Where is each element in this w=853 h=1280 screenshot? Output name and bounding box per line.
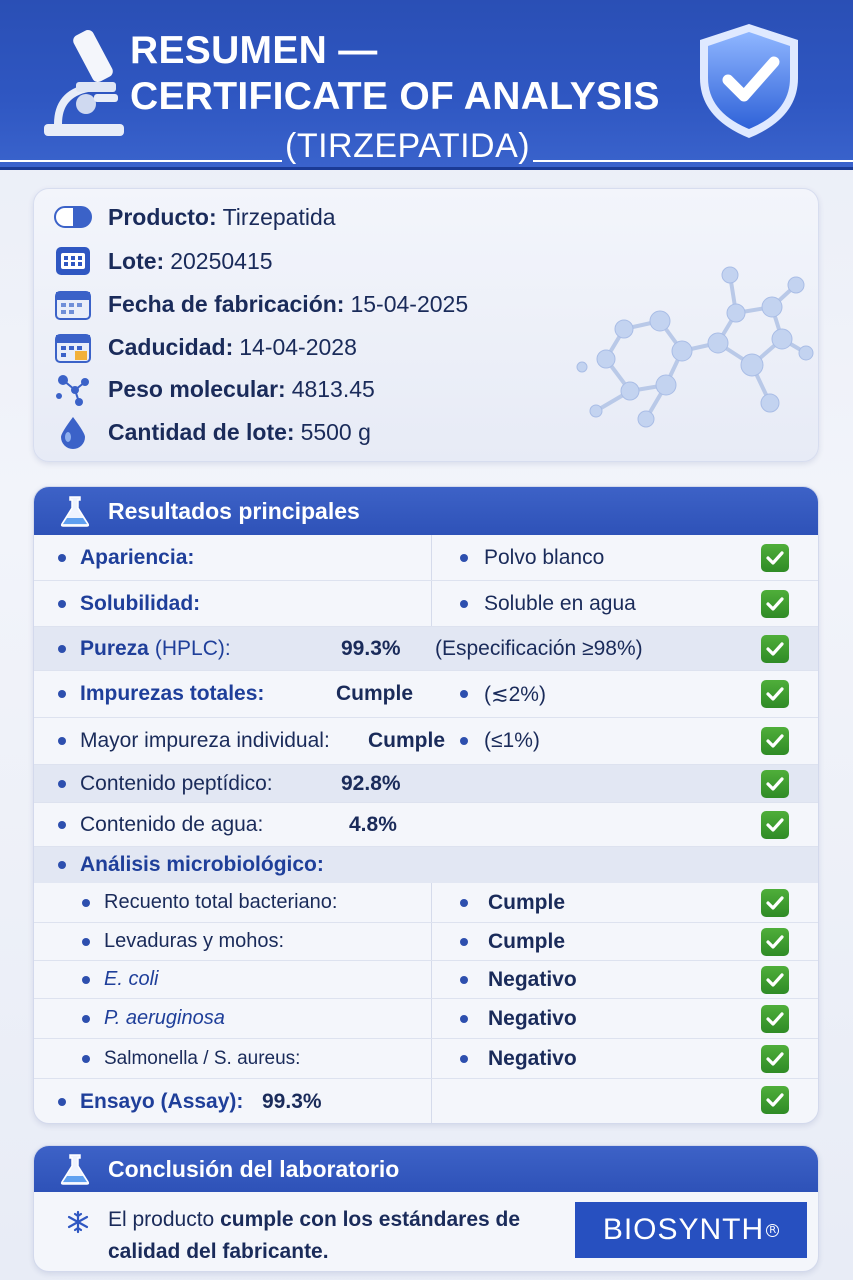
row-value: 4.8% <box>349 812 397 836</box>
info-row-cantidad <box>52 412 371 452</box>
row-value: 99.3% <box>341 636 401 660</box>
table-row <box>34 765 819 803</box>
calendar-expiry-icon <box>52 329 94 365</box>
calendar-icon <box>52 286 94 322</box>
title-line-1: RESUMEN — <box>130 29 378 72</box>
table-row <box>34 999 819 1039</box>
row-spec: Soluble en agua <box>460 581 636 626</box>
row-label: Impurezas totales: <box>58 671 264 717</box>
row-spec: Negativo <box>460 999 577 1038</box>
table-row <box>34 535 819 581</box>
row-spec: (Especificación ≥98%) <box>435 636 643 660</box>
check-icon <box>761 1086 789 1114</box>
flask-icon <box>58 1152 92 1186</box>
conclusion-title: Conclusión del laboratorio <box>108 1155 400 1182</box>
molecule-illustration <box>574 255 814 435</box>
check-icon <box>761 770 789 798</box>
molecule-icon <box>52 371 94 407</box>
info-value: 5500 g <box>300 418 371 445</box>
check-icon <box>761 889 789 917</box>
check-icon <box>761 1045 789 1073</box>
row-label: Contenido peptídico: <box>58 765 273 802</box>
row-label: Recuento total bacteriano: <box>82 883 338 922</box>
subtitle-rule-left <box>0 160 282 162</box>
row-label: Ensayo (Assay): <box>58 1079 243 1124</box>
info-value: 4813.45 <box>291 375 375 402</box>
product-info-card <box>33 188 819 462</box>
biosynth-logo <box>575 1202 807 1258</box>
table-row <box>34 961 819 999</box>
registered-mark: R <box>766 1224 779 1237</box>
logo-text: BIOSYNTH <box>602 1213 765 1246</box>
row-label: Mayor impureza individual: <box>58 718 330 764</box>
row-spec: Negativo <box>460 1039 577 1078</box>
table-row <box>34 923 819 961</box>
results-title: Resultados principales <box>108 497 360 524</box>
header-banner <box>0 0 853 170</box>
info-row-caducidad <box>52 327 357 367</box>
row-value: Cumple <box>336 682 414 705</box>
flask-icon <box>58 494 92 528</box>
check-icon <box>761 635 789 663</box>
table-row <box>34 1079 819 1124</box>
info-value: 14-04-2028 <box>239 333 357 360</box>
row-spec: Cumple <box>460 923 565 960</box>
subtitle-rule-right <box>533 160 853 162</box>
calendar-grid-icon <box>52 243 94 279</box>
page-title <box>130 28 700 120</box>
row-label: Levaduras y mohos: <box>82 923 284 960</box>
row-label: Solubilidad: <box>58 581 200 626</box>
conclusion-header <box>34 1146 819 1192</box>
table-row <box>34 581 819 627</box>
row-label: E. coli <box>82 961 158 998</box>
table-row <box>34 847 819 883</box>
conclusion-text: El producto cumple con los estándares de calidad del fabricante. <box>108 1208 521 1263</box>
row-value: Cumple <box>368 729 446 752</box>
check-icon <box>761 811 789 839</box>
title-line-2: CERTIFICATE OF ANALYSIS <box>130 75 660 118</box>
info-row-lote <box>52 241 273 281</box>
table-row <box>34 718 819 765</box>
row-spec: Polvo blanco <box>460 535 604 580</box>
row-label: Contenido de agua: <box>58 803 263 846</box>
info-label: Caducidad: <box>108 333 234 360</box>
check-icon <box>761 680 789 708</box>
capsule-icon <box>52 199 94 235</box>
row-spec: (≤1%) <box>460 718 540 764</box>
results-card <box>33 486 819 1124</box>
drop-icon <box>52 414 94 450</box>
info-row-producto <box>52 197 336 237</box>
check-icon <box>761 544 789 572</box>
table-row <box>34 671 819 718</box>
info-row-peso <box>52 369 375 409</box>
row-spec: (≲2%) <box>460 671 546 717</box>
row-label: Salmonella / S. aureus: <box>82 1039 300 1078</box>
row-label: Apariencia: <box>58 535 194 580</box>
info-label: Peso molecular: <box>108 375 286 402</box>
info-label: Producto: <box>108 203 217 230</box>
check-icon <box>761 727 789 755</box>
info-value: 15-04-2025 <box>350 290 469 317</box>
info-label: Cantidad de lote: <box>108 418 295 445</box>
row-label: P. aeruginosa <box>82 999 225 1038</box>
row-spec: Negativo <box>460 961 577 998</box>
info-row-fecha <box>52 284 468 324</box>
check-icon <box>761 966 789 994</box>
table-row <box>34 627 819 671</box>
table-row <box>34 883 819 923</box>
check-icon <box>761 1005 789 1033</box>
row-value: 99.3% <box>262 1090 322 1113</box>
row-label: Pureza (HPLC): <box>58 627 231 670</box>
shield-check-icon <box>694 20 804 142</box>
conclusion-card <box>33 1145 819 1272</box>
table-row <box>34 1039 819 1079</box>
info-value: 20250415 <box>170 247 273 274</box>
check-icon <box>761 590 789 618</box>
info-label: Lote: <box>108 247 165 274</box>
snowflake-icon <box>66 1210 90 1234</box>
info-label: Fecha de fabricación: <box>108 290 345 317</box>
row-value: 92.8% <box>341 771 401 795</box>
page-subtitle: (TIRZEPATIDA) <box>285 127 531 165</box>
results-header <box>34 487 819 535</box>
check-icon <box>761 928 789 956</box>
row-spec: Cumple <box>460 883 565 922</box>
info-value: Tirzepatida <box>222 203 336 230</box>
table-row <box>34 803 819 847</box>
row-label: Análisis microbiológico: <box>58 847 324 883</box>
